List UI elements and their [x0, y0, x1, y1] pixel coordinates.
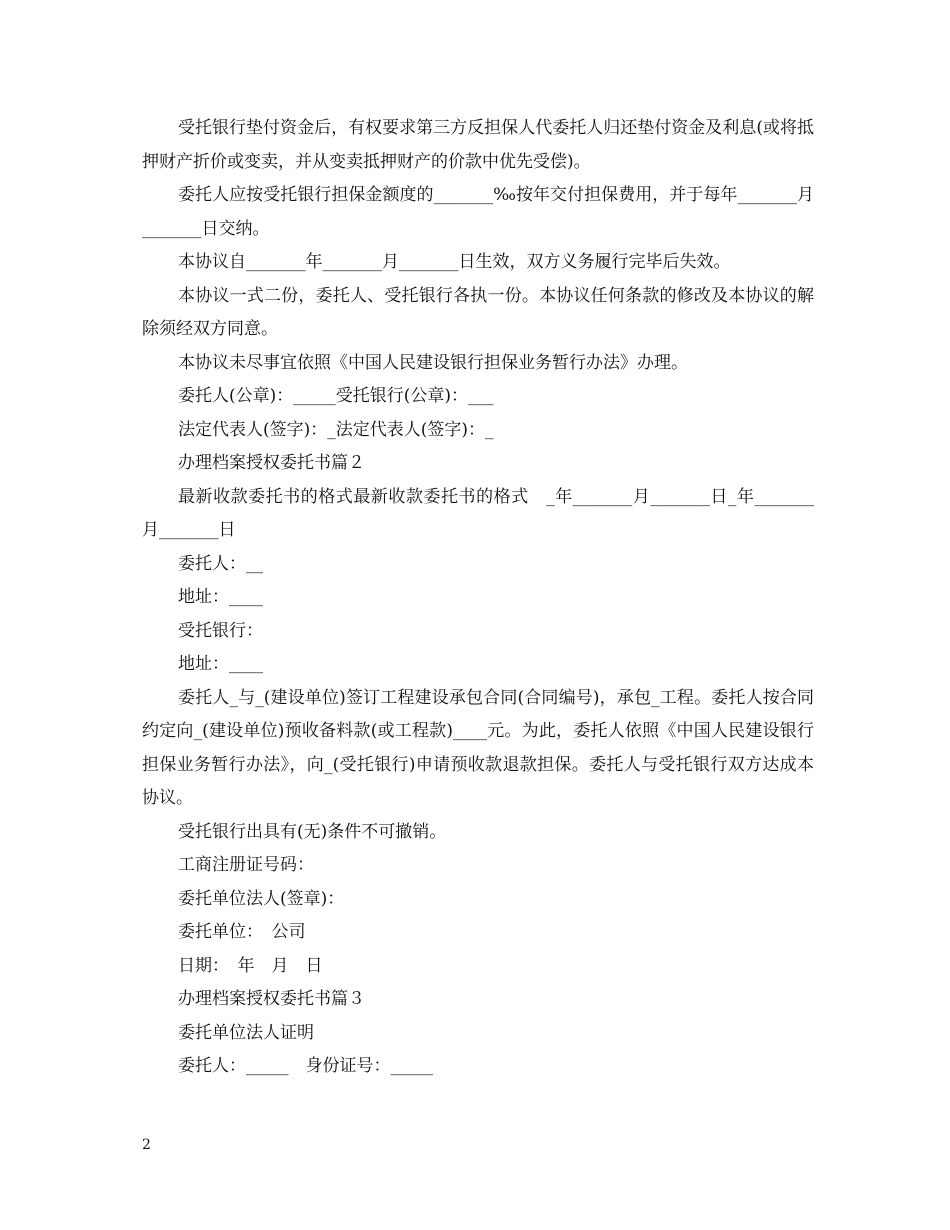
- paragraph-19: 日期： 年 月 日: [178, 955, 323, 976]
- paragraph-3: 本协议自_______年_______月_______日生效，双方义务履行完毕后失效。: [178, 252, 731, 272]
- paragraph-16: 工商注册证号码：: [178, 855, 314, 875]
- paragraph-11: 地址：____: [178, 587, 263, 607]
- section-heading-2: 办理档案授权委托书篇２: [178, 453, 365, 473]
- paragraph-6: 委托人(公章)：_____受托银行(公章)：___: [178, 386, 494, 406]
- paragraph-18: 委托单位： 公司: [178, 922, 306, 942]
- page-number: 2: [142, 1137, 151, 1153]
- paragraph-15: 受托银行出具有(无)条件不可撤销。: [178, 821, 447, 842]
- paragraph-5: 本协议未尽事宜依照《中国人民建设银行担保业务暂行办法》办理。: [178, 352, 688, 373]
- paragraph-14: 委托人_与_(建设单位)签订工程建设承包合同(合同编号)，承包_工程。委托人按合同约定向_(建设单位)预收备料款(或工程款)____元。为此，委托人依照《中国人民建设银行担保业务暂行办法》，向_(受托银行)申请预收款退款担保。委托人与受托银行双方达成本协议。: [142, 687, 814, 808]
- paragraph-4: 本协议一式二份，委托人、受托银行各执一份。本协议任何条款的修改及本协议的解除须经双方同意。: [142, 285, 814, 339]
- paragraph-10: 委托人：__: [178, 553, 263, 574]
- paragraph-2: 委托人应按受托银行担保金额度的_______‰按年交付担保费用，并于每年_______月_______日交纳。: [142, 185, 814, 239]
- paragraph-17: 委托单位法人(签章)：: [178, 888, 345, 909]
- document-body: [142, 112, 814, 1084]
- paragraph-12: 受托银行：: [178, 620, 263, 641]
- paragraph-22: 委托人：_____ 身份证号：_____: [178, 1056, 433, 1076]
- paragraph-9: 最新收款委托书的格式最新收款委托书的格式 _年_______月_______日_年_______月_______日: [142, 486, 814, 540]
- paragraph-13: 地址：____: [178, 654, 263, 674]
- paragraph-7: 法定代表人(签字)：_法定代表人(签字)：_: [178, 419, 494, 440]
- paragraph-21: 委托单位法人证明: [178, 1022, 314, 1043]
- paragraph-1: 受托银行垫付资金后，有权要求第三方反担保人代委托人归还垫付资金及利息(或将抵押财产折价或变卖，并从变卖抵押财产的价款中优先受偿)。: [142, 118, 814, 172]
- section-heading-3: 办理档案授权委托书篇３: [178, 989, 365, 1009]
